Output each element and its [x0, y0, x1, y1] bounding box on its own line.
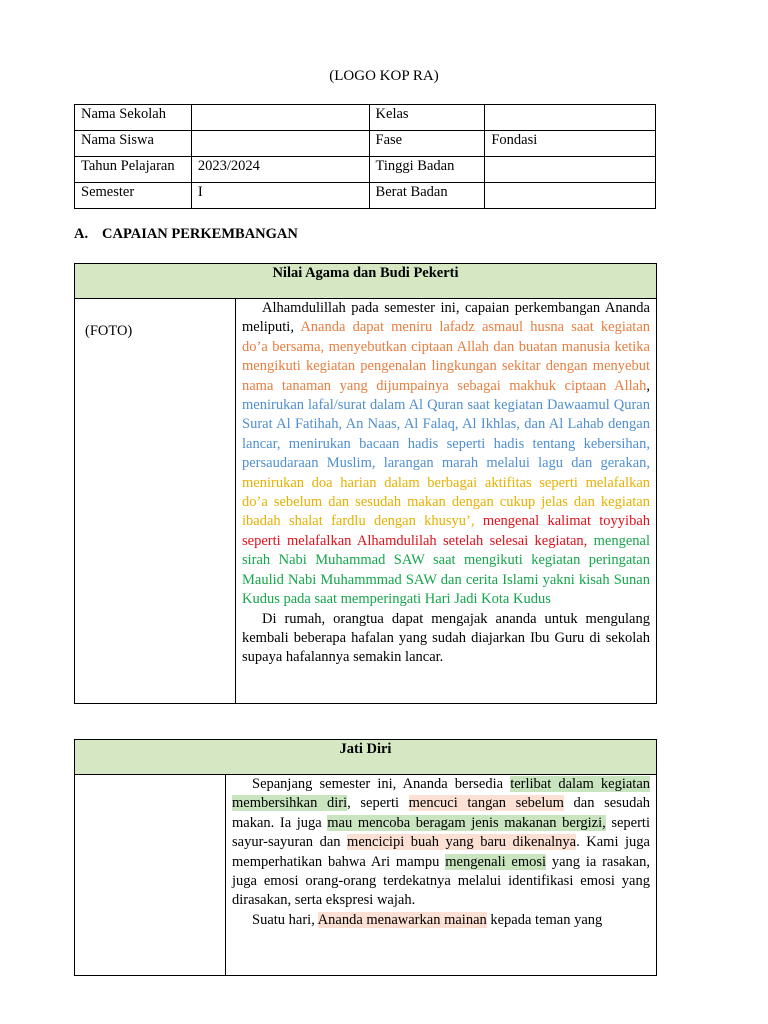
section-title: CAPAIAN PERKEMBANGAN — [102, 226, 298, 242]
table-row — [75, 131, 656, 157]
photo-placeholder: (FOTO) — [75, 299, 236, 704]
info-label: Nama Sekolah — [75, 105, 192, 131]
text-span: . Kami juga memperhatikan bahwa Ari mampu — [232, 834, 650, 870]
paragraph — [232, 911, 650, 930]
jati-diri-box — [74, 739, 657, 976]
text-span: Alhamdulillah pada semester ini, capaian perkembangan Ananda meliputi, — [242, 300, 650, 336]
text-span: Suatu hari, — [252, 911, 318, 928]
table-row — [75, 183, 656, 209]
info-value: Fondasi — [485, 131, 656, 157]
text-span: , — [646, 377, 650, 394]
table-row — [75, 157, 656, 183]
info-value: 2023/2024 — [191, 157, 369, 183]
nilai-agama-box — [74, 263, 657, 704]
highlight-peach: mencuci tangan sebelum — [408, 795, 564, 812]
info-value — [485, 183, 656, 209]
text-span: , — [646, 455, 650, 472]
highlight-peach: Ananda menawarkan mainan — [317, 911, 487, 928]
text-span: yang ia rasakan, juga emosi orang-orang terdekatnya melalui identifikasi emosi yang dirasakan, serta ekspresi wajah. — [232, 853, 650, 909]
section-number: A. — [74, 226, 89, 242]
highlight-green: terlibat dalam kegiatan membersihkan diri — [232, 776, 651, 812]
paragraph — [242, 299, 650, 610]
box-title: Nilai Agama dan Budi Pekerti — [75, 264, 657, 299]
info-label: Tinggi Badan — [369, 157, 485, 183]
text-span-orange: Ananda dapat meniru lafadz asmaul husna saat kegiatan do’a bersama, menyebutkan ciptaan Allah dan buatan manusia ketika mengikuti kegiatan pengenalan lingkungan sekitar dengan menyebut nama tanaman yang dijumpainya sebagai makhuk ciptaan Allah — [242, 319, 650, 394]
text-span: , seperti — [347, 795, 409, 812]
info-value — [191, 105, 369, 131]
info-label: Semester — [75, 183, 192, 209]
text-span: , — [470, 513, 483, 530]
text-span: , — [583, 532, 594, 549]
nilai-agama-description — [236, 299, 657, 704]
highlight-peach: mencicipi buah yang baru dikenalnya — [347, 834, 577, 851]
text-span: Sepanjang semester ini, Ananda bersedia — [252, 776, 511, 792]
info-label: Berat Badan — [369, 183, 485, 209]
info-label: Fase — [369, 131, 485, 157]
info-value: I — [191, 183, 369, 209]
jati-diri-description — [226, 775, 657, 976]
text-span-blue: menirukan lafal/surat dalam Al Quran saat kegiatan Dawaamul Quran Surat Al Fatihah, An Naas, Al Falaq, Al Ikhlas, dan Al Lahab dengan lancar, menirukan bacaan hadis seperti hadis tentang kebersihan, persaudaraan Muslim, larangan marah melalui lagu dan gerakan — [242, 397, 650, 472]
info-label: Nama Siswa — [75, 131, 192, 157]
paragraph — [232, 775, 650, 911]
text-span: dan sesudah makan. Ia juga — [232, 795, 650, 831]
box-title: Jati Diri — [75, 740, 657, 775]
student-info-table — [74, 104, 656, 209]
text-span-yellow: menirukan doa harian dalam berbagai aktifitas seperti melafalkan do’a sebelum dan sesudah makan dengan cukup jelas dan kegiatan ibadah shalat fardlu dengan khusyu’ — [242, 474, 650, 530]
highlight-green: mengenali emosi — [445, 853, 547, 870]
text-span: seperti sayur-sayuran dan — [232, 814, 650, 851]
paragraph: Di rumah, orangtua dapat mengajak ananda untuk mengulang kembali beberapa hafalan yang sudah diajarkan Ibu Guru di sekolah supaya hafalannya semakin lancar. — [242, 610, 650, 666]
table-row — [75, 105, 656, 131]
info-value — [485, 157, 656, 183]
info-value — [485, 105, 656, 131]
highlight-green: mau mencoba beragam jenis makanan bergizi, — [327, 814, 606, 831]
info-value — [191, 131, 369, 157]
text-span-green: mengenal sirah Nabi Muhammad SAW saat mengikuti kegiatan peringatan Maulid Nabi Muhammmad SAW dan cerita Islami yakni kisah Sunan Kudus pada saat memperingati Hari Jadi Kota Kudus — [242, 532, 651, 608]
text-span: kepada teman yang — [486, 911, 603, 928]
info-label: Tahun Pelajaran — [75, 157, 192, 183]
photo-cell — [75, 775, 226, 976]
letterhead-logo-placeholder: (LOGO KOP RA) — [329, 68, 439, 84]
text-span-red: mengenal kalimat toyyibah seperti melafalkan Alhamdulilah setelah selesai kegiatan — [242, 513, 651, 549]
section-heading — [74, 226, 298, 243]
info-label: Kelas — [369, 105, 485, 131]
